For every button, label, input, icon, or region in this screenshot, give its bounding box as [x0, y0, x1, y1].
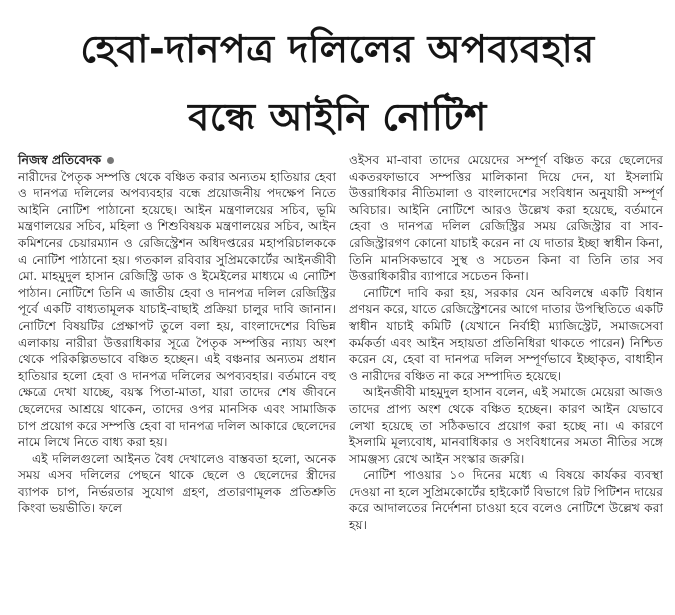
byline-text: নিজস্ব প্রতিবেদক: [18, 152, 102, 167]
paragraph: নোটিশে দাবি করা হয়, সরকার যেন অবিলম্বে একটি বিধান প্রণয়ন করে, যাতে রেজিস্ট্রেশনের আগে দাতার উপস্থিতিতে একটি স্বাধীন যাচাই কমিটি (যেখানে নির্বাহী ম্যাজিস্ট্রেট, সমাজসেবা কর্মকর্তা এবং আইন সহায়তা প্রতিনিধিরা থাকতে পারেন) নিশ্চিত করেন যে, হেবা বা দানপত্র দলিল সম্পূর্ণভাবে ইচ্ছাকৃত, বাধাহীন ও নারীদের বঞ্চিত না করে সম্পাদিত হয়েছে।: [349, 285, 663, 383]
headline-line-2: বন্ধে আইনি নোটিশ: [188, 95, 487, 139]
headline-line-1: হেবা-দানপত্র দলিলের অপব্যবহার: [80, 27, 595, 71]
paragraph: নোটিশ পাওয়ার ১০ দিনের মধ্যে এ বিষয়ে কার্যকর ব্যবস্থা দেওয়া না হলে সুপ্রিমকোর্টের হাইকোর্ট বিভাগে রিট পিটিশন দায়ের করে আদালতের নির্দেশনা চাওয়া হবে বলেও নোটিশে উল্লেখ করা হয়।: [349, 468, 663, 533]
article-column-left: [18, 152, 336, 517]
paragraph: আইনজীবী মাহমুদুল হাসান বলেন, এই সমাজে মেয়েরা আজও তাদের প্রাপ্য অংশ থেকে বঞ্চিত হচ্ছেন। কারণ আইন যেভাবে লেখা হয়েছে তা সঠিকভাবে প্রয়োগ করা হচ্ছে না। এ কারণে ইসলামি মূল্যবোধ, মানবাধিকার ও সংবিধানের সমতা নীতির সঙ্গে সামঞ্জস্য রেখে আইন সংস্কার জরুরি।: [349, 385, 663, 466]
byline: [18, 152, 336, 169]
paragraph: ওইসব মা-বাবা তাদের মেয়েদের সম্পূর্ণ বঞ্চিত করে ছেলেদের একতরফাভাবে সম্পত্তির মালিকানা দিয়ে দেন, যা ইসলামি উত্তরাধিকার নীতিমালা ও বাংলাদেশের সংবিধান অনুযায়ী সম্পূর্ণ অবিচার। আইনি নোটিশে আরও উল্লেখ করা হয়েছে, বর্তমানে হেবা ও দানপত্র দলিল রেজিস্ট্রির সময় রেজিস্ট্রার বা সাব-রেজিস্ট্রারগণ কোনো যাচাই করেন না যে দাতার ইচ্ছা স্বাধীন কিনা, তিনি মানসিকভাবে সুস্থ ও সচেতন কিনা বা তিনি তার সব উত্তরাধিকারীর ব্যাপারে সচেতন কিনা।: [349, 153, 663, 284]
paragraph: নারীদের পৈতৃক সম্পত্তি থেকে বঞ্চিত করার অন্যতম হাতিয়ার হেবা ও দানপত্র দলিলের অপব্যবহার বন্ধে প্রয়োজনীয় পদক্ষেপ নিতে আইনি নোটিশ পাঠানো হয়েছে। আইন মন্ত্রণালয়ের সচিব, ভূমি মন্ত্রণালয়ের সচিব, মহিলা ও শিশুবিষয়ক মন্ত্রণালয়ের সচিব, আইন কমিশনের চেয়ারম্যান ও রেজিস্ট্রেশন অধিদপ্তরের মহাপরিচালককে এ নোটিশ পাঠানো হয়। গতকাল রবিবার সুপ্রিমকোর্টের আইনজীবী মো. মাহমুদুল হাসান রেজিস্ট্রি ডাক ও ইমেইলের মাধ্যমে এ নোটিশ পাঠান। নোটিশে তিনি এ জাতীয় হেবা ও দানপত্র দলিল রেজিস্ট্রির পূর্বে একটি বাধ্যতামূলক যাচাই-বাছাই প্রক্রিয়া চালুর দাবি জানান। নোটিশে বিষয়টির প্রেক্ষাপট তুলে বলা হয়, বাংলাদেশের বিভিন্ন এলাকায় নারীরা উত্তরাধিকার সূত্রে পৈতৃক সম্পত্তির ন্যায্য অংশ থেকে পরিকল্পিতভাবে বঞ্চিত হচ্ছেন। এই বঞ্চনার অন্যতম প্রধান হাতিয়ার হলো হেবা ও দানপত্র দলিলের অপব্যবহার। বর্তমানে বহু ক্ষেত্রে দেখা যাচ্ছে, বয়স্ক পিতা-মাতা, যারা তাদের শেষ জীবনে ছেলেদের আশ্রয়ে থাকেন, তাদের ওপর মানসিক এবং সামাজিক চাপ প্রয়োগ করে সম্পত্তি হেবা বা দানপত্র দলিল আকারে ছেলেদের নামে লিখে নিতে বাধ্য করা হয়।: [18, 169, 336, 450]
bullet-dot-icon: [107, 157, 114, 164]
article-column-right: [349, 152, 663, 534]
paragraph: এই দলিলগুলো আইনত বৈধ দেখালেও বাস্তবতা হলো, অনেক সময় এসব দলিলের পেছনে থাকে ছেলে ও ছেলেদের স্ত্রীদের ব্যাপক চাপ, নির্ভরতার সুযোগ গ্রহণ, প্রতারণামূলক প্রতিশ্রুতি কিংবা ভয়ভীতি। ফলে: [18, 451, 336, 516]
